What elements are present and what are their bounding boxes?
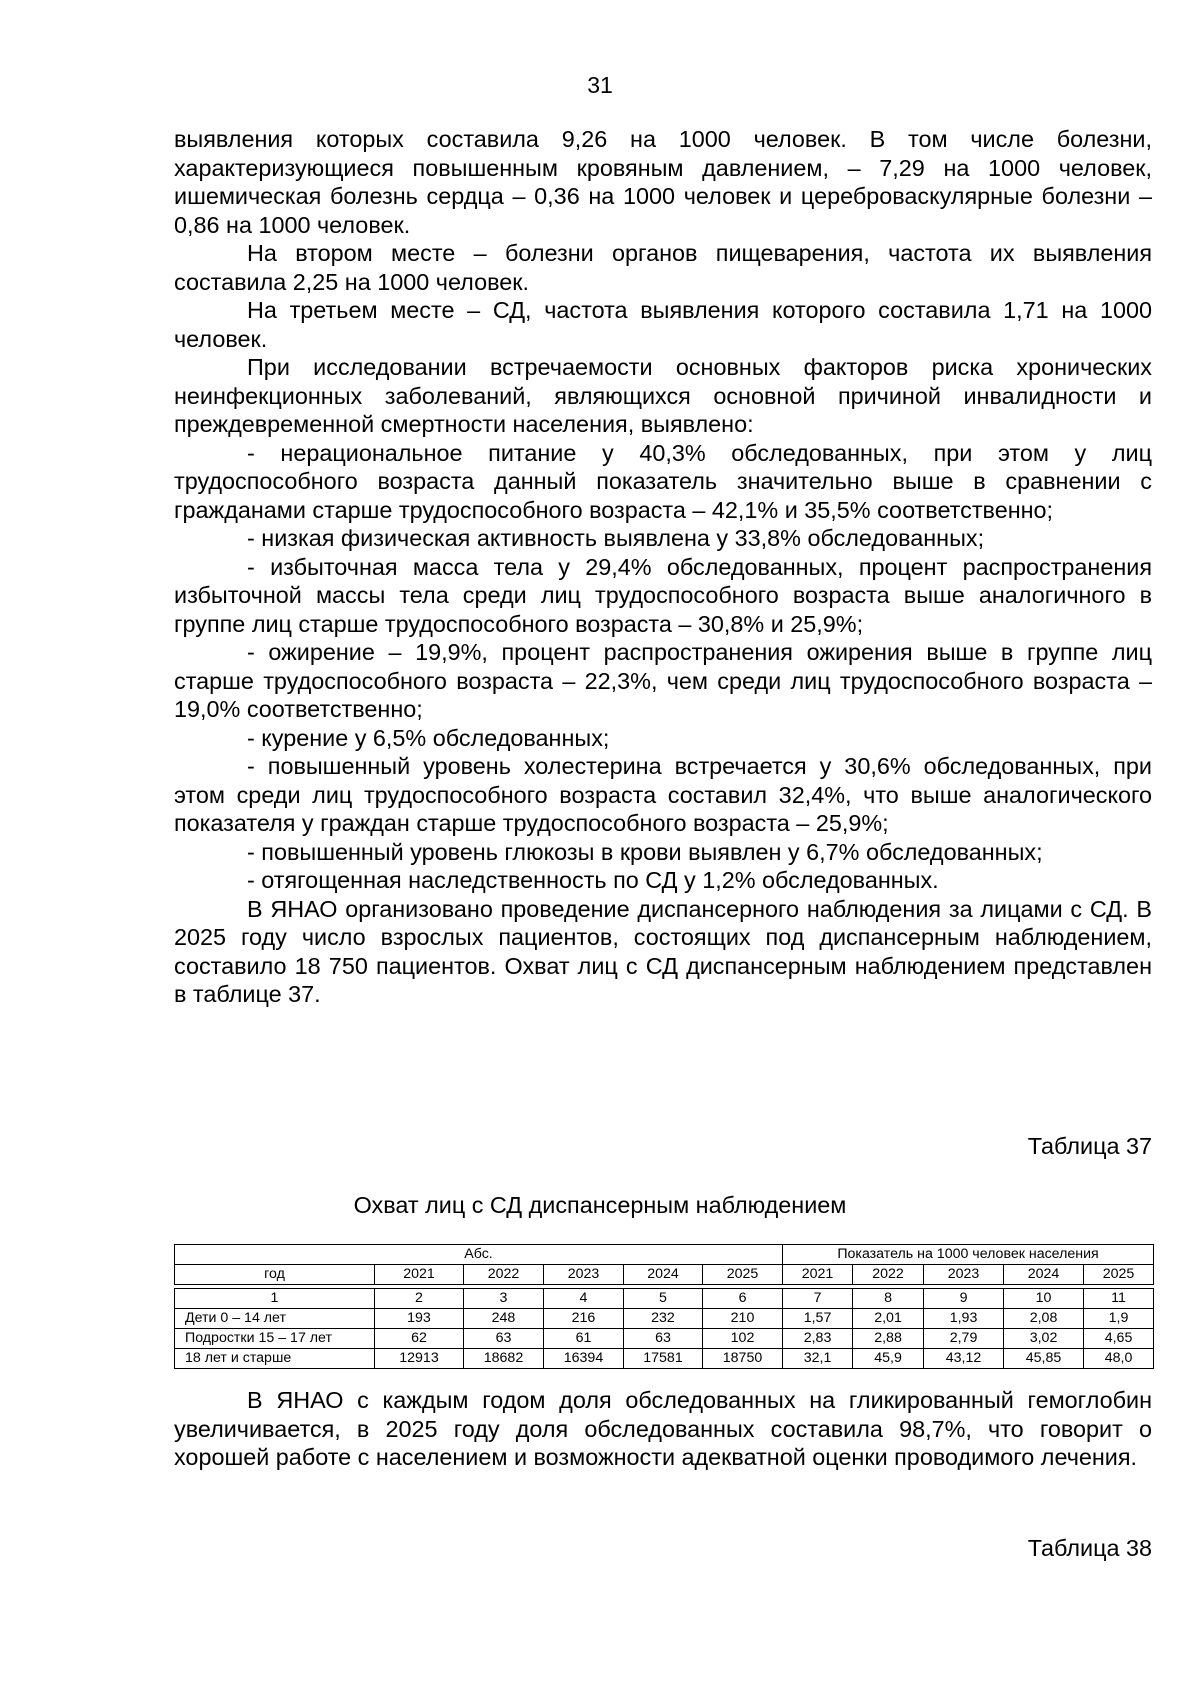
- table-38-caption: Таблица 38: [1027, 1535, 1152, 1561]
- column-number-cell: 8: [853, 1289, 924, 1309]
- header-rate: Показатель на 1000 человек населения: [783, 1245, 1154, 1265]
- table-37: [174, 1244, 1154, 1369]
- table-header-group-row: [175, 1245, 1154, 1265]
- paragraph: При исследовании встречаемости основных факторов риска хронических неинфекционных заболеваний, являющихся основной причиной инвалидности и преждевременной смертности населения, выявлено:: [174, 354, 1152, 437]
- paragraph: - курение у 6,5% обследованных;: [247, 724, 610, 751]
- value-cell: 2,08: [1004, 1309, 1084, 1329]
- value-cell: 43,12: [924, 1349, 1004, 1369]
- year-cell: 2025: [1084, 1265, 1154, 1285]
- value-cell: 12913: [375, 1349, 464, 1369]
- value-cell: 4,65: [1084, 1329, 1154, 1349]
- paragraph: - повышенный уровень холестерина встречается у 30,6% обследованных, при этом среди лиц трудоспособного возраста составил 32,4%, что выше аналогического показателя у граждан старше трудоспособного возраста – 25,9%;: [174, 753, 1152, 836]
- value-cell: 2,88: [853, 1329, 924, 1349]
- paragraph: На третьем месте – СД, частота выявления которого составила 1,71 на 1000 человек.: [174, 297, 1152, 352]
- column-number-cell: 7: [783, 1289, 853, 1309]
- value-cell: 210: [703, 1309, 783, 1329]
- paragraph: - повышенный уровень глюкозы в крови выявлен у 6,7% обследованных;: [247, 838, 1043, 865]
- year-cell: 2024: [1004, 1265, 1084, 1285]
- table-row: [175, 1309, 1154, 1329]
- page-number: 31: [587, 72, 613, 98]
- table-37-caption: Таблица 37: [1027, 1133, 1152, 1159]
- value-cell: 2,79: [924, 1329, 1004, 1349]
- column-number-cell: 1: [175, 1289, 375, 1309]
- column-number-cell: 2: [375, 1289, 464, 1309]
- column-number-cell: 4: [544, 1289, 624, 1309]
- value-cell: 45,85: [1004, 1349, 1084, 1369]
- table-column-number-row: [175, 1289, 1154, 1309]
- value-cell: 3,02: [1004, 1329, 1084, 1349]
- paragraph: - низкая физическая активность выявлена у 33,8% обследованных;: [247, 525, 985, 551]
- value-cell: 16394: [544, 1349, 624, 1369]
- column-number-cell: 10: [1004, 1289, 1084, 1309]
- value-cell: 17581: [624, 1349, 703, 1369]
- value-cell: 102: [703, 1329, 783, 1349]
- table-row: [175, 1349, 1154, 1369]
- paragraph: В ЯНАО с каждым годом доля обследованных на гликированный гемоглобин увеличивается, в 2025 году доля обследованных составила 98,7%, что говорит о хорошей работе с населением и возможности адекватной оценки проводимого лечения.: [174, 1387, 1152, 1470]
- paragraph: - ожирение – 19,9%, процент распространения ожирения выше в группе лиц старше трудоспособного возраста – 22,3%, чем среди лиц трудоспособного возраста – 19,0% соответственно;: [174, 639, 1152, 722]
- paragraph: выявления которых составила 9,26 на 1000 человек. В том числе болезни, характеризующиеся повышенным кровяным давлением, – 7,29 на 1000 человек, ишемическая болезнь сердца – 0,36 на 1000 человек и цереброваскулярные болезни – 0,86 на 1000 человек.: [174, 126, 1152, 238]
- value-cell: 61: [544, 1329, 624, 1349]
- paragraph: - избыточная масса тела у 29,4% обследованных, процент распространения избыточной массы тела среди лиц трудоспособного возраста выше аналогичного в группе лиц старше трудоспособного возраста – 30,8% и 25,9%;: [174, 553, 1152, 637]
- value-cell: 45,9: [853, 1349, 924, 1369]
- value-cell: 216: [544, 1309, 624, 1329]
- value-cell: 62: [375, 1329, 464, 1349]
- value-cell: 1,9: [1084, 1309, 1154, 1329]
- paragraph: На втором месте – болезни органов пищеварения, частота их выявления составила 2,25 на 1000 человек.: [174, 240, 1152, 295]
- value-cell: 18750: [703, 1349, 783, 1369]
- value-cell: 48,0: [1084, 1349, 1154, 1369]
- row-label-cell: 18 лет и старше: [175, 1349, 375, 1369]
- table-year-row: [175, 1265, 1154, 1285]
- value-cell: 1,57: [783, 1309, 853, 1329]
- column-number-cell: 5: [624, 1289, 703, 1309]
- year-cell: 2021: [375, 1265, 464, 1285]
- body-text: [174, 125, 1152, 1009]
- row-label-cell: Подростки 15 – 17 лет: [175, 1329, 375, 1349]
- value-cell: 32,1: [783, 1349, 853, 1369]
- column-number-cell: 3: [464, 1289, 544, 1309]
- table-37-title: Охват лиц с СД диспансерным наблюдением: [353, 1192, 847, 1218]
- value-cell: 63: [624, 1329, 703, 1349]
- year-cell: 2021: [783, 1265, 853, 1285]
- year-label-cell: год: [175, 1265, 375, 1285]
- column-number-cell: 6: [703, 1289, 783, 1309]
- paragraph: В ЯНАО организовано проведение диспансерного наблюдения за лицами с СД. В 2025 году число взрослых пациентов, состоящих под диспансерным наблюдением, составило 18 750 пациентов. Охват лиц с СД диспансерным наблюдением представлен в таблице 37.: [174, 895, 1152, 1007]
- header-abs: Абс.: [175, 1245, 783, 1265]
- after-table-text: [174, 1386, 1152, 1472]
- year-cell: 2023: [924, 1265, 1004, 1285]
- value-cell: 18682: [464, 1349, 544, 1369]
- year-cell: 2022: [853, 1265, 924, 1285]
- year-cell: 2025: [703, 1265, 783, 1285]
- value-cell: 2,83: [783, 1329, 853, 1349]
- column-number-cell: 11: [1084, 1289, 1154, 1309]
- value-cell: 232: [624, 1309, 703, 1329]
- value-cell: 248: [464, 1309, 544, 1329]
- table-row: [175, 1329, 1154, 1349]
- value-cell: 2,01: [853, 1309, 924, 1329]
- paragraph: - отягощенная наследственность по СД у 1,2% обследованных.: [247, 867, 939, 893]
- value-cell: 1,93: [924, 1309, 1004, 1329]
- value-cell: 193: [375, 1309, 464, 1329]
- year-cell: 2024: [624, 1265, 703, 1285]
- row-label-cell: Дети 0 – 14 лет: [175, 1309, 375, 1329]
- paragraph: - нерациональное питание у 40,3% обследованных, при этом у лиц трудоспособного возраста данный показатель значительно выше в сравнении с гражданами старше трудоспособного возраста – 42,1% и 35,5% соответственно;: [174, 439, 1152, 523]
- value-cell: 63: [464, 1329, 544, 1349]
- year-cell: 2022: [464, 1265, 544, 1285]
- year-cell: 2023: [544, 1265, 624, 1285]
- column-number-cell: 9: [924, 1289, 1004, 1309]
